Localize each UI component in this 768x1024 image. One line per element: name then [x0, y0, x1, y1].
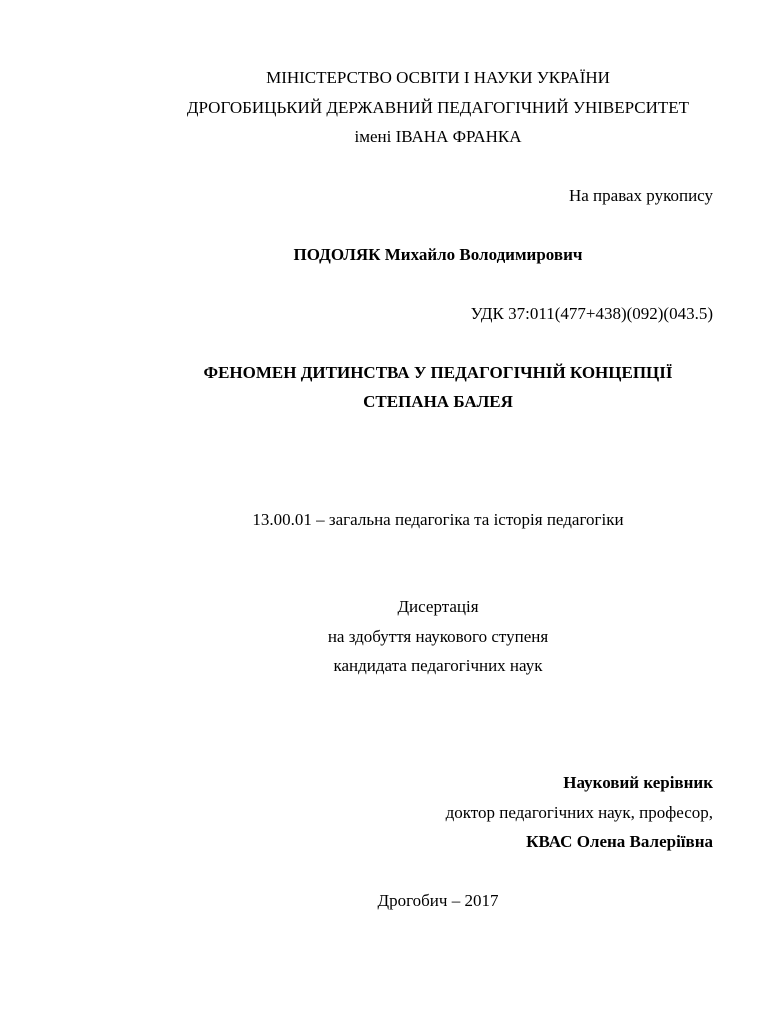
degree-line-3: кандидата педагогічних наук: [333, 656, 543, 675]
author-name: ПОДОЛЯК Михайло Володимирович: [293, 245, 583, 264]
university-line: ДРОГОБИЦЬКИЙ ДЕРЖАВНИЙ ПЕДАГОГІЧНИЙ УНІВЕРСИТЕТ: [186, 98, 690, 117]
supervisor-credentials: доктор педагогічних наук, професор,: [445, 803, 713, 822]
supervisor-heading: Науковий керівник: [563, 773, 713, 792]
ministry-line: МІНІСТЕРСТВО ОСВІТИ І НАУКИ УКРАЇНИ: [266, 68, 610, 87]
manuscript-note: На правах рукопису: [568, 186, 713, 205]
thesis-title-line-1: ФЕНОМЕН ДИТИНСТВА У ПЕДАГОГІЧНІЙ КОНЦЕПЦІЇ: [203, 363, 673, 382]
thesis-title-line-2: СТЕПАНА БАЛЕЯ: [363, 392, 513, 411]
udc-code: УДК 37:011(477+438)(092)(043.5): [470, 304, 713, 323]
specialty-line: 13.00.01 – загальна педагогіка та історія педагогіки: [252, 510, 624, 529]
supervisor-name: КВАС Олена Валеріївна: [526, 832, 713, 851]
degree-line-1: Дисертація: [397, 597, 479, 616]
named-after-line: імені ІВАНА ФРАНКА: [354, 127, 522, 146]
place-year: Дрогобич – 2017: [377, 891, 499, 910]
degree-line-2: на здобуття наукового ступеня: [327, 627, 549, 646]
